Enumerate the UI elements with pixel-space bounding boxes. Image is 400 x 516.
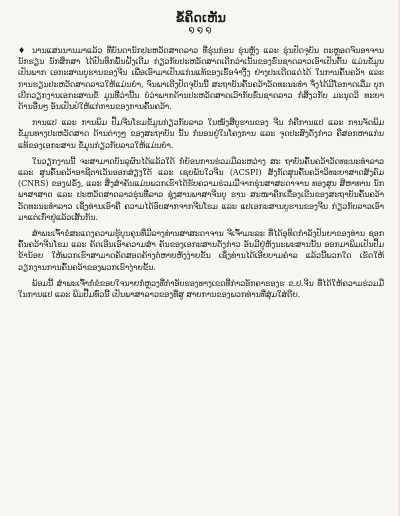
diamond-bullet-icon: ♦: [18, 46, 26, 55]
paragraph-4: ສຳພະເຈົ້າຂໍສະແດງຄວາມຮູ້ບຸນຄຸນທີ່ມີລາງທ່ານສາສະດາຈານ ຈີເຈົ້າມະລະ ທີ່ໄດ້ອຸທິດກຳລັງປັນຍາຂອງທ່ານ ຊອກຄົ້ນຄວ້າຈີນໂຮມ ແລະ ຄັດເອີນເອົາຄວາມສຳ ຄັນຂອງເອກະສານດັ່ງກ່າວ ອັນມີຢູ່ຫັງນະພະສານນັ້ນ ອອກມາພິມເປັນປຶ້ມ ຂ້ານ້ອຍ ໃຫ້ພວກເຮົາສາມາດຄັດສອດຄ້າງຕໍ່ຫາຍຫັງງ່າຍຂັ້ນ ເຊິ່ງທ່ານໄດ້ເອີຍບາມຄຳລ ແລ້ວນີ້ພວກໃດ ເຮັດໃຫ້ວຽກງານການຄົ້ນຄວ້າຂອງພວກເຮົາງ່າຍຂັ້ນ.: [18, 229, 384, 272]
paragraph-3: ໃນວຽກງານນີ້ ຈະສາມາດບັນລຸຜົນໄດ້ແລ້ວໃດ້ ກໍ່ຍ້ອນການຮ່ວມມືລະຫວ່າງ ສະ ຖາບັນຄົ້ນຄວ້າວັດທະນະທຳລາວ ແລະ ສູນຄົ້ນຄວ້າອາຊີຕາເວັນອອກສ່ຽງໃຕ້ ແລະ ເຊຍພັນໃວຈີນ (ACSPI) ສັງກັດສູນຄົ້ນຄວ້າວິທະຍາສາດສັງຄົມ (CNRS) ຂອງຝຣັ່ງ, ແລະ ສິ່ງສຳຄັນແມ່ນພວກເຮົາໄດ້ຮັບຄວາມຮ່ວມມືຈາກຮຸ່ນສາສະດາຈານ ທອງສູນ ສີຫາທານ ນັກພາສາສາດ ແລະ ປະຫວັດສາດລາວຮຸ່ນທີ່ລາວ ຊຸ່ງສານພາສາຈີນບູ ຮານ ສະໜາຄືກເຂື່ອງເຂີນຂອງສະຖາບັນຄົ້ນຄວ້າວັດທະນະທຳລາວ ເຊິ່ງທ່ານເອົາຄື ຄວາມໄດ້ອົບສາກຈາກຈີນໂຮມ ແລະ ແປເອກະສານບູຮານຂອງຈີນ ກ່ຽວກັບລາວເອົາ ມາແຕ່ເກົ່າຢູ່ແລ້ວເສັ້ນກັນ.: [18, 156, 384, 222]
paragraph-2: ການແປ ແລະ ການພິມ ປຶ້ມຈີນໂຮມຂໍ້ມູນກ່ຽວກັບລາວ ໃນໜັງສືບູຮານຂອງ ຈີນ ກໍ່ຄືການແປ ແລະ ການຈັດພິມ ຂໍ້ມູນທາງປະຫວັດສາດ ດ້ານຕ່າງໆ ຂອງສະຖາບັນ ນັ້ນ ກໍ່ນອນຢູ່ໃນໂຄງການ ແລະ ຈຸດປະສົງດັ່ງກ່າວ ຄືສອກຫາແກ່ນແທ້ຂອງເອກະສານ ຂໍ້ມູນກ່ຽວກັບລາວໃຫ້ແມ່ນຍຳ.: [18, 118, 384, 150]
document-subtitle: ໑໑໑: [188, 25, 214, 36]
paragraph-1: [18, 45, 384, 112]
paragraph-1-text: ນານແສນນານມາແລ້ວ ທີ່ບັນດານັກປະຫວັດສາດລາວ ທີ່ຮຸ່ນກ່ອນ ຮຸ່ນຫຼັງ ແລະ ຮຸ່ນປັດຈຸບັນ ຕະຫຼອດຈົນອາຈານ ນັກຮຽນ ນັກສຶກສາ ໄດ້ປັນທຶກພົ້ນຝັ້ງເດີມ ກ່ຽວກັບປະຫວັດສາດເດີກວ່າເນັ້ນຂອງຮົ່ນຊາດລາວເອົາເປັນຕົ້ນ ແມ່ນຂໍ້ມູນເປັນພາກ ເອກະສານບູຮານຂອງຈີນ ເພື່ອເອົາມາເປັນແກ່ນແທ້ຂອງເຮົ້ອຈຳງີ່ງ ຢ່າງປະເດີດແດ່ໄດ້ ໃນການຄົ້ນຄວ້າ ແລະ ການຮຽນປະຫວັດສາດລາວໃຫ້ແມ່ນຍຳ, ຈົນພາເຕີງປັດຈຸບັນນີ້ ສະຖາບັນຄົ້ນຄວ້າວັດທະນະທຳ ຈຶ່ງໄດ້ມີໂອກາດເລີ່ມ ບຸກເບີກວຽກງານເອກະສານຂໍ້ ມູນທີ່ວ່ານີ້ນ ບໍ່ວ່າພາກດ້ານປະຫວັດສາດເວົາກັບຮົ່ນຊາດລາວ ກໍ່ສິ່ງວກັບ ມະນຸດວິ ທະຍາດ້ານອື່ນໆ ອັນເປັນປໍໃຫ້ແກ່ການຂອງການຄົ້ນຄວ້າ.: [18, 46, 384, 112]
document-body: [18, 45, 384, 300]
paragraph-5: ພ້ອມນີ້ ສຳພະເຈົ້າກໍ່ຂໍຂອບໃຈນາຍກໍ່ຫຼວງທີ່ກຳອັບຮອງທາງເຂດທີ່ກ່າວອັກຄາຮອງຮ ຂ.ປ.ຈີນ ທີ່ໄດ້ໃຫ້ຄວາມຮ່ວມມືໃນການແປ ແລະ ພິມປື້ມທົ່ວນີ້ ເປັນພາສາລາວຂອງທີ່ສູ ສາຍການຂອງພວກທ່ານທີ່ສຸ່ມໃສ່ດີຍ.: [18, 278, 384, 300]
document-title: ຂໍ້ຄິດເຫັນ: [175, 10, 227, 25]
